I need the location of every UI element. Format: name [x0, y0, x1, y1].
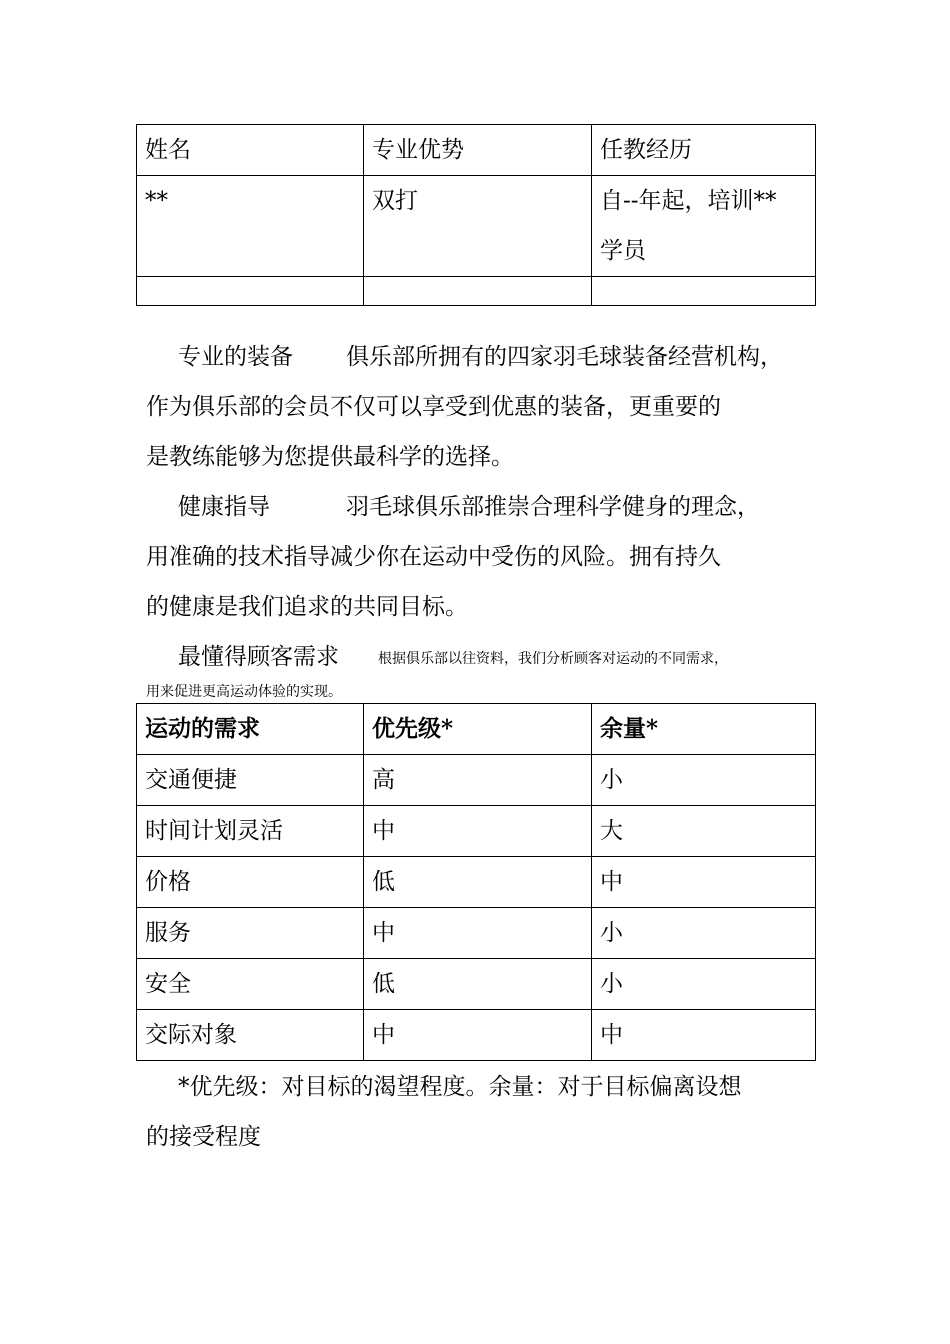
cell-priority: 中	[364, 908, 592, 959]
footnote-line2: 的接受程度	[146, 1124, 261, 1150]
table-row	[137, 857, 816, 908]
table-row	[137, 959, 816, 1010]
cell-tolerance: 中	[592, 1010, 816, 1061]
cell-need: 交通便捷	[137, 755, 364, 806]
cell-name: **	[137, 176, 364, 277]
cell-tolerance: 大	[592, 806, 816, 857]
header-name: 姓名	[137, 125, 364, 176]
coach-table-header-row	[137, 125, 816, 176]
health-title: 健康指导	[178, 494, 270, 520]
cell-tolerance: 小	[592, 908, 816, 959]
equipment-title: 专业的装备	[178, 344, 293, 370]
empty-cell	[364, 277, 592, 306]
health-line3: 的健康是我们追求的共同目标。	[146, 594, 468, 620]
cell-tolerance: 小	[592, 959, 816, 1010]
cell-specialty: 双打	[364, 176, 592, 277]
table-row	[137, 908, 816, 959]
header-specialty: 专业优势	[364, 125, 592, 176]
cell-priority: 中	[364, 1010, 592, 1061]
table-row	[137, 755, 816, 806]
cell-priority: 低	[364, 857, 592, 908]
cell-priority: 中	[364, 806, 592, 857]
table-row-empty	[137, 277, 816, 306]
coach-table	[136, 124, 816, 306]
cell-priority: 低	[364, 959, 592, 1010]
empty-cell	[592, 277, 816, 306]
header-tolerance: 余量*	[592, 704, 816, 755]
cell-need: 时间计划灵活	[137, 806, 364, 857]
cell-need: 服务	[137, 908, 364, 959]
equipment-line2: 作为俱乐部的会员不仅可以享受到优惠的装备，更重要的	[146, 394, 721, 420]
equipment-line3: 是教练能够为您提供最科学的选择。	[146, 444, 514, 470]
cell-priority: 高	[364, 755, 592, 806]
cell-need: 价格	[137, 857, 364, 908]
table-row	[137, 176, 816, 277]
empty-cell	[137, 277, 364, 306]
needs-table	[136, 703, 816, 1061]
footnote-line1: *优先级：对目标的渴望程度。余量：对于目标偏离设想	[178, 1074, 742, 1100]
header-experience: 任教经历	[592, 125, 816, 176]
health-line1: 羽毛球俱乐部推崇合理科学健身的理念，	[346, 494, 760, 520]
customer-line2: 用来促进更高运动体验的实现。	[146, 684, 342, 700]
equipment-line1: 俱乐部所拥有的四家羽毛球装备经营机构，	[346, 344, 783, 370]
customer-line1: 根据俱乐部以往资料，我们分析顾客对运动的不同需求，	[378, 651, 728, 667]
header-priority: 优先级*	[364, 704, 592, 755]
cell-tolerance: 小	[592, 755, 816, 806]
customer-title: 最懂得顾客需求	[178, 644, 339, 670]
cell-need: 交际对象	[137, 1010, 364, 1061]
cell-experience-line2: 学员	[600, 238, 646, 264]
health-line2: 用准确的技术指导减少你在运动中受伤的风险。拥有持久	[146, 544, 721, 570]
cell-experience-line1: 自--年起，培训**	[600, 188, 777, 214]
header-need: 运动的需求	[137, 704, 364, 755]
table-row	[137, 1010, 816, 1061]
needs-table-header-row	[137, 704, 816, 755]
cell-tolerance: 中	[592, 857, 816, 908]
table-row	[137, 806, 816, 857]
cell-need: 安全	[137, 959, 364, 1010]
cell-experience	[592, 176, 816, 277]
